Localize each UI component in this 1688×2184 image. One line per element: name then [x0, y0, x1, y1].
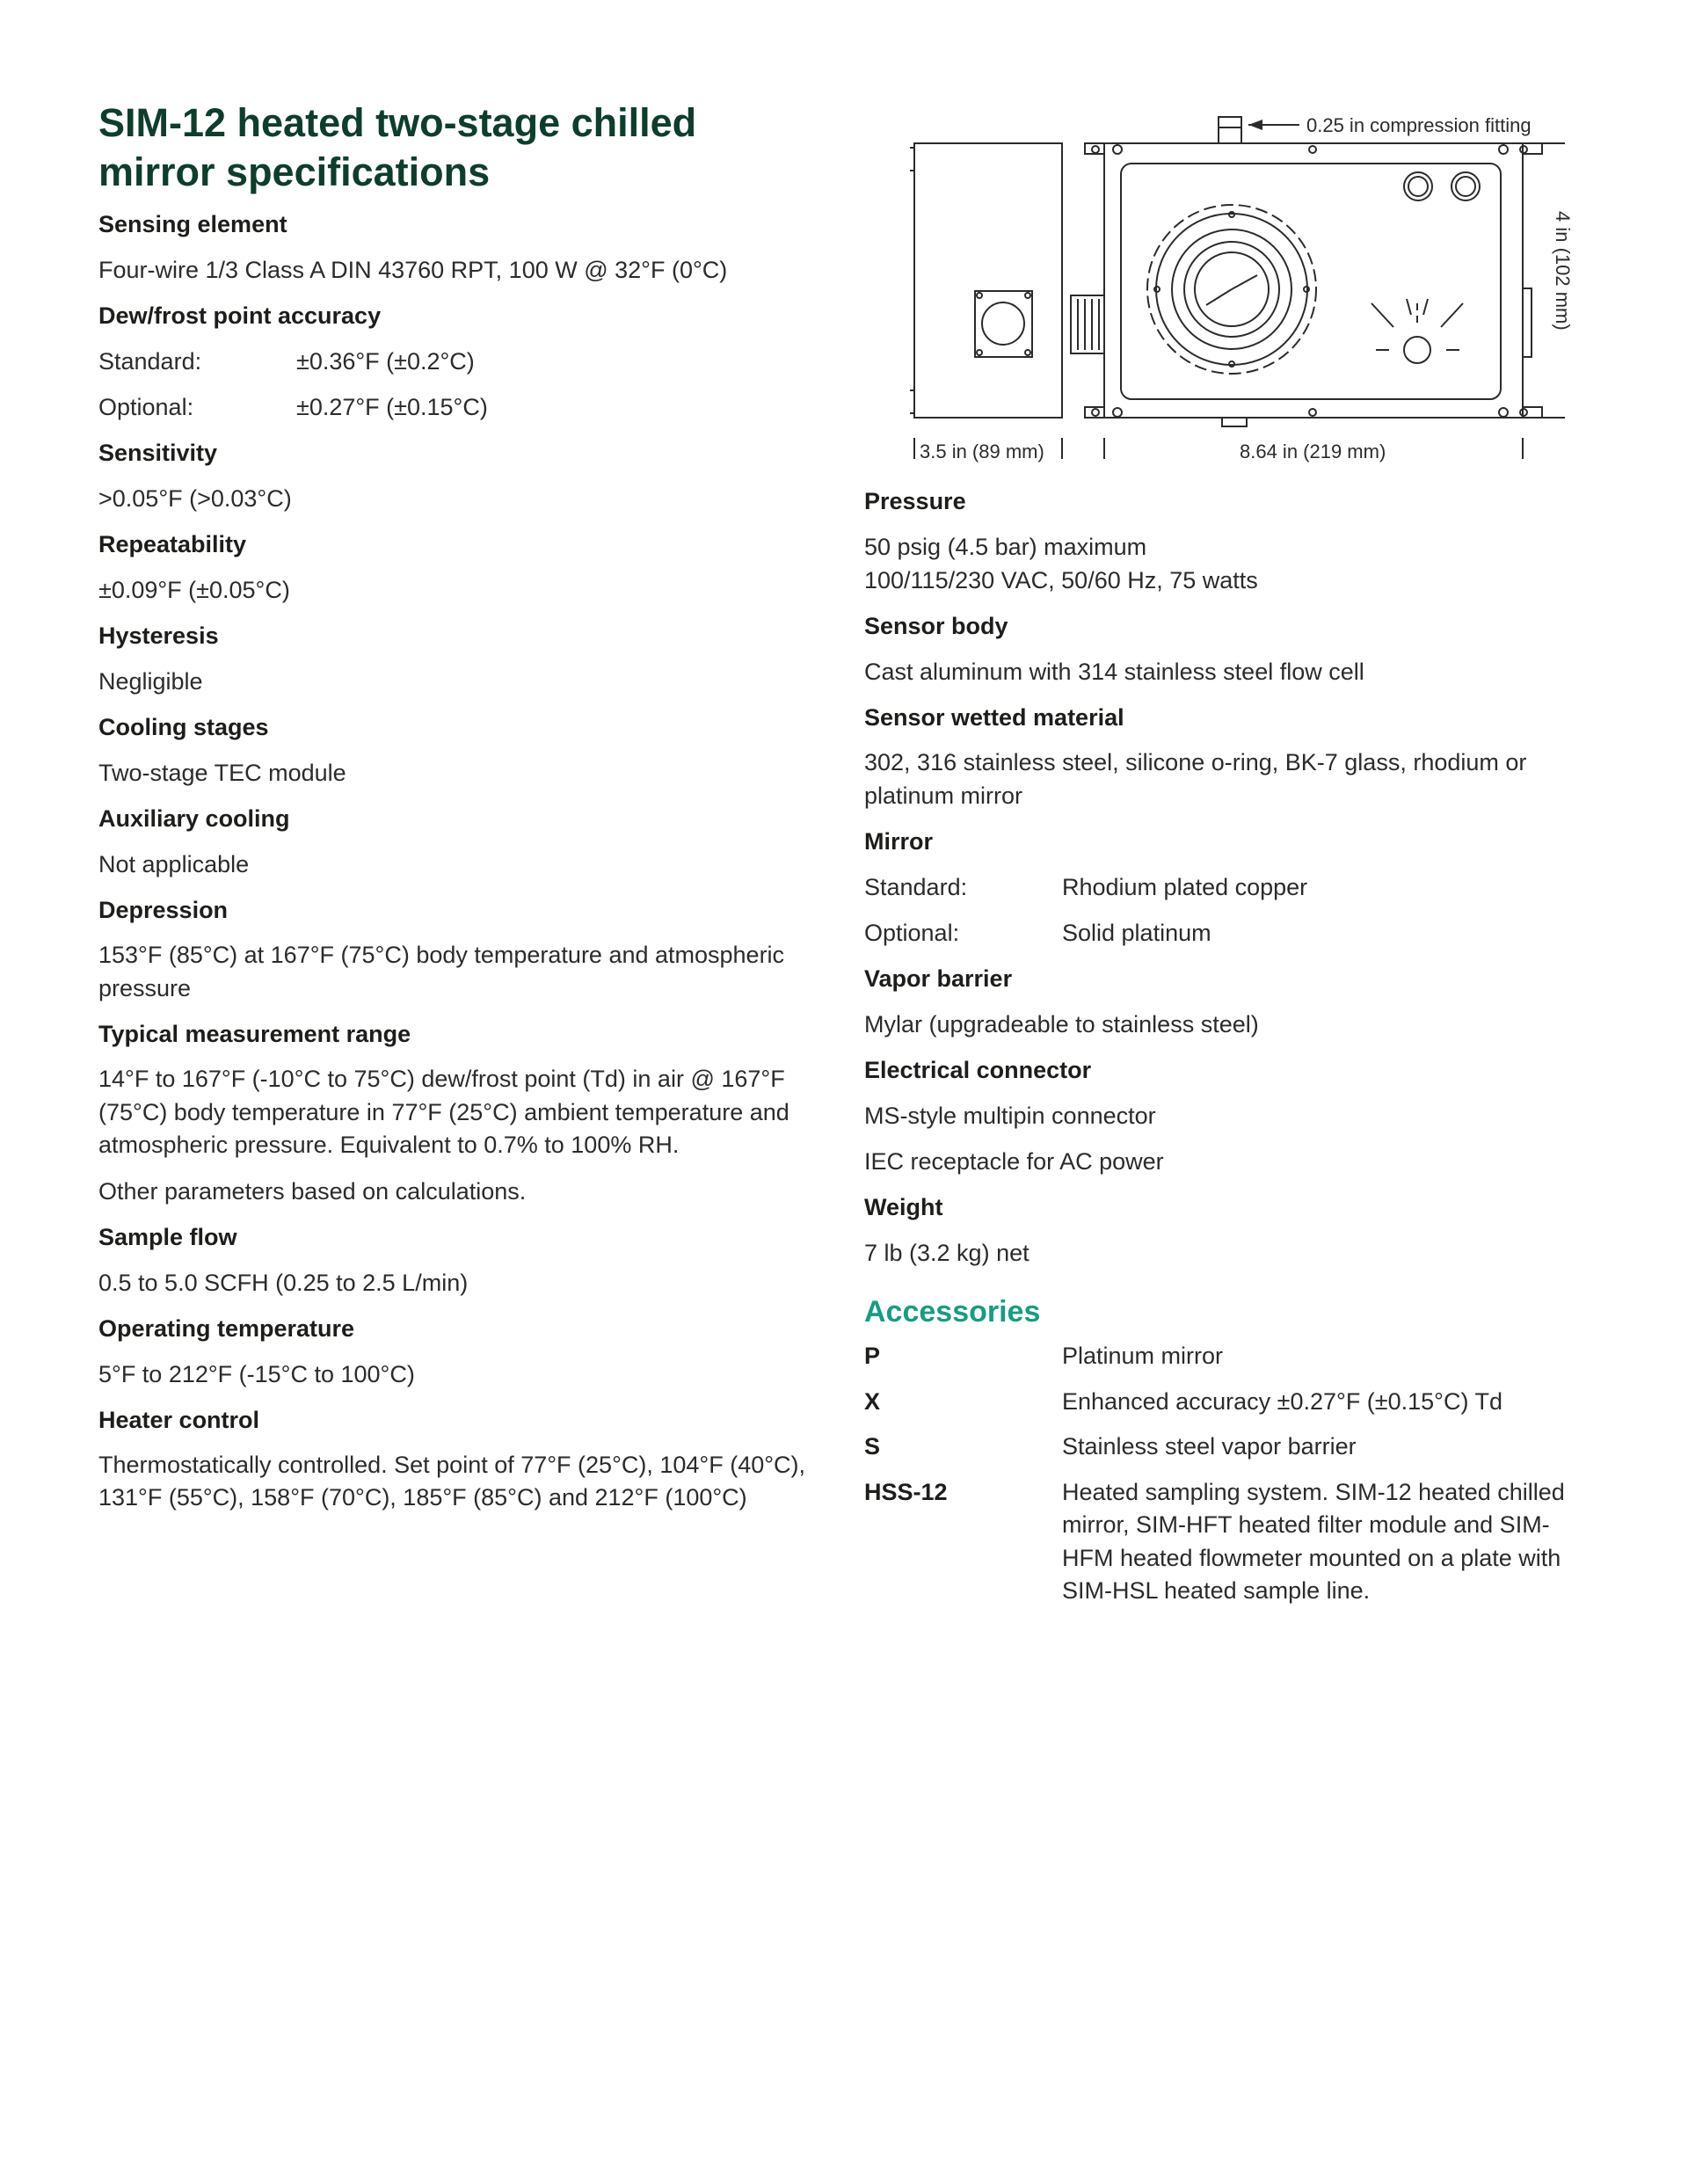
fitting-label: 0.25 in compression fitting: [1306, 114, 1532, 136]
accessory-code: X: [864, 1387, 881, 1415]
spec-label-sensing-element: Sensing element: [98, 211, 287, 237]
mirror-standard-value: Rhodium plated copper: [1062, 874, 1308, 900]
spec-label-sensor-body: Sensor body: [864, 613, 1008, 639]
spec-label-repeatability: Repeatability: [98, 531, 247, 557]
mirror-standard-row: [864, 870, 1594, 904]
accuracy-optional-row: [98, 390, 819, 424]
spec-label-hysteresis: Hysteresis: [98, 622, 219, 649]
spec-value-power: 100/115/230 VAC, 50/60 Hz, 75 watts: [864, 567, 1258, 593]
spec-label-weight: Weight: [864, 1194, 943, 1220]
spec-label-sample-flow: Sample flow: [98, 1223, 237, 1250]
accessory-desc: Enhanced accuracy ±0.27°F (±0.15°C) Td: [1062, 1387, 1502, 1415]
accessory-row: [864, 1431, 1594, 1464]
spec-label-operating-temperature: Operating temperature: [98, 1314, 355, 1342]
spec-value-depression: 153°F (85°C) at 167°F (75°C) body temperature and atmospheric pressure: [98, 942, 785, 1001]
spec-value-vapor-barrier: Mylar (upgradeable to stainless steel): [864, 1011, 1259, 1037]
spec-label-sensitivity: Sensitivity: [98, 440, 218, 466]
width-label: 8.64 in (219 mm): [1240, 440, 1386, 462]
spec-value-sensing-element: Four-wire 1/3 Class A DIN 43760 RPT, 100 W @ 32°F (0°C): [98, 257, 728, 283]
instrument-dimension-diagram: [910, 104, 1578, 473]
accessory-code: P: [864, 1343, 881, 1369]
accuracy-standard-key: Standard:: [98, 348, 202, 375]
accessory-row: [864, 1340, 1594, 1373]
spec-value-repeatability: ±0.09°F (±0.05°C): [98, 577, 290, 603]
spec-value-auxiliary-cooling: Not applicable: [98, 851, 250, 877]
spec-value-connector-iec: IEC receptacle for AC power: [864, 1148, 1164, 1175]
page-title: SIM-12 heated two-stage chilled mirror specifications: [98, 100, 697, 194]
spec-label-vapor-barrier: Vapor barrier: [864, 965, 1013, 992]
spec-label-measurement-range: Typical measurement range: [98, 1021, 411, 1047]
height-label: 4 in (102 mm): [1552, 211, 1574, 331]
mirror-optional-value: Solid platinum: [1062, 920, 1211, 946]
accessory-row: [864, 1386, 1594, 1419]
accuracy-optional-key: Optional:: [98, 394, 194, 420]
accessories-title: Accessories: [864, 1295, 1041, 1329]
spec-value-wetted-material: 302, 316 stainless steel, silicone o-ring, BK-7 glass, rhodium or platinum mirror: [864, 749, 1527, 809]
accessory-desc: Platinum mirror: [1062, 1343, 1224, 1369]
spec-value-sensor-body: Cast aluminum with 314 stainless steel flow cell: [864, 659, 1364, 685]
mirror-standard-key: Standard:: [864, 874, 968, 900]
spec-value-sensitivity: >0.05°F (>0.03°C): [98, 485, 292, 512]
mirror-optional-row: [864, 916, 1594, 950]
spec-label-electrical-connector: Electrical connector: [864, 1057, 1092, 1083]
accessory-code: S: [864, 1433, 881, 1460]
spec-value-operating-temperature: 5°F to 212°F (-15°C to 100°C): [98, 1360, 415, 1387]
spec-label-pressure: Pressure: [864, 488, 966, 514]
spec-value-hysteresis: Negligible: [98, 668, 203, 695]
spec-label-depression: Depression: [98, 897, 229, 923]
depth-label: 3.5 in (89 mm): [920, 440, 1044, 462]
status-lamp-icon: [1404, 337, 1430, 363]
accessory-desc: Heated sampling system. SIM-12 heated chilled mirror, SIM-HFT heated filter module and SIM-HFM heated flowmeter mounted on a plate with SIM-HSL heated sample line.: [1062, 1478, 1565, 1604]
spec-value-sample-flow: 0.5 to 5.0 SCFH (0.25 to 2.5 L/min): [98, 1269, 469, 1296]
side-view-body: [914, 143, 1062, 418]
accuracy-optional-value: ±0.27°F (±0.15°C): [296, 394, 488, 420]
accessory-desc: Stainless steel vapor barrier: [1062, 1433, 1357, 1460]
spec-label-cooling-stages: Cooling stages: [98, 714, 269, 740]
spec-label-mirror: Mirror: [864, 828, 934, 855]
spec-label-wetted-material: Sensor wetted material: [864, 704, 1124, 731]
spec-value-pressure: 50 psig (4.5 bar) maximum: [864, 534, 1147, 560]
spec-list-right: [864, 484, 1594, 1620]
spec-value-measurement-range: 14°F to 167°F (-10°C to 75°C) dew/frost point (Td) in air @ 167°F (75°C) body temperature in 77°F (25°C) ambient temperature and atmospheric pressure. Equivalent to 0.7% to 100% RH.: [98, 1066, 789, 1158]
accessory-row: [864, 1476, 1594, 1608]
spec-label-accuracy: Dew/frost point accuracy: [98, 302, 382, 329]
spec-value-cooling-stages: Two-stage TEC module: [98, 760, 346, 786]
mirror-optional-key: Optional:: [864, 920, 960, 946]
front-view-body: [1104, 143, 1523, 418]
accuracy-standard-value: ±0.36°F (±0.2°C): [296, 348, 475, 375]
accuracy-standard-row: [98, 345, 819, 378]
spec-label-heater-control: Heater control: [98, 1406, 260, 1433]
compression-fitting-icon: [1219, 117, 1241, 143]
spec-value-connector-ms: MS-style multipin connector: [864, 1103, 1156, 1129]
spec-label-auxiliary-cooling: Auxiliary cooling: [98, 805, 290, 832]
accessory-code: HSS-12: [864, 1478, 948, 1505]
spec-value-heater-control: Thermostatically controlled. Set point of 77°F (25°C), 104°F (40°C), 131°F (55°C), 158°F (70°C), 185°F (85°C) and 212°F (100°C): [98, 1451, 806, 1511]
spec-list-left: [98, 207, 819, 1527]
spec-note-measurement-range: Other parameters based on calculations.: [98, 1177, 527, 1205]
spec-value-weight: 7 lb (3.2 kg) net: [864, 1240, 1030, 1266]
